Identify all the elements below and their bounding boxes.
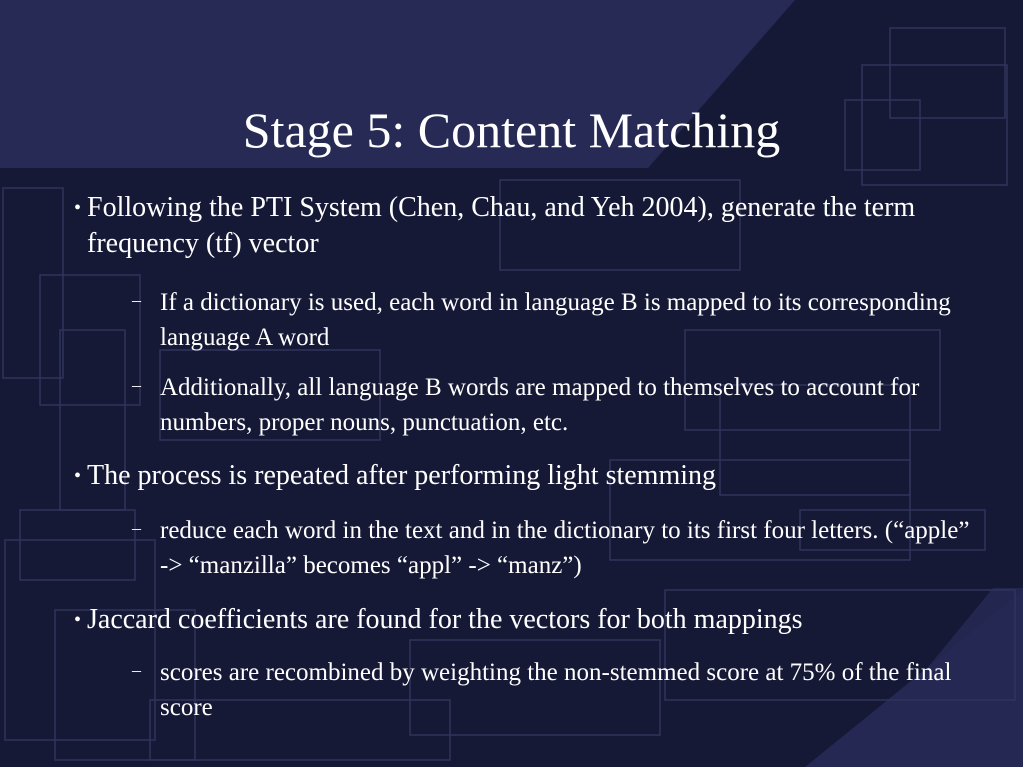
bullet-text: Jaccard coefficients are found for the vectors for both mappings [87,604,803,635]
dash-marker: – [132,518,141,538]
bullet-dot: • [74,197,82,219]
slide-title: Stage 5: Content Matching [242,102,781,158]
sub-bullet-item-1-1 [132,285,972,355]
bullet-item-3 [74,602,984,638]
sub-bullet-item-3-1 [132,655,972,725]
sub-bullet-text: Additionally, all language B words are mapped to themselves to account for numbers, proper nouns, punctuation, etc. [160,374,920,436]
sub-bullet-item-2-1 [132,513,972,583]
bullet-text: The process is repeated after performing light stemming [87,460,717,491]
bullet-dot: • [74,465,82,487]
dash-marker: – [132,375,141,395]
sub-bullet-text: If a dictionary is used, each word in language B is mapped to its corresponding language A word [160,289,951,351]
bullet-text: Following the PTI System (Chen, Chau, and Yeh 2004), generate the term frequency (tf) vector [87,192,916,259]
sub-bullet-text: scores are recombined by weighting the non-stemmed score at 75% of the final score [160,659,952,721]
bullet-item-2 [74,458,984,494]
sub-bullet-text: reduce each word in the text and in the dictionary to its first four letters. (“apple” -> “manzilla” becomes “appl” -> “manz”) [160,517,970,579]
dash-marker: – [132,660,141,680]
bullet-item-1 [74,190,984,262]
sub-bullet-item-1-2 [132,370,972,440]
dash-marker: – [132,290,141,310]
bullet-dot: • [74,609,82,631]
